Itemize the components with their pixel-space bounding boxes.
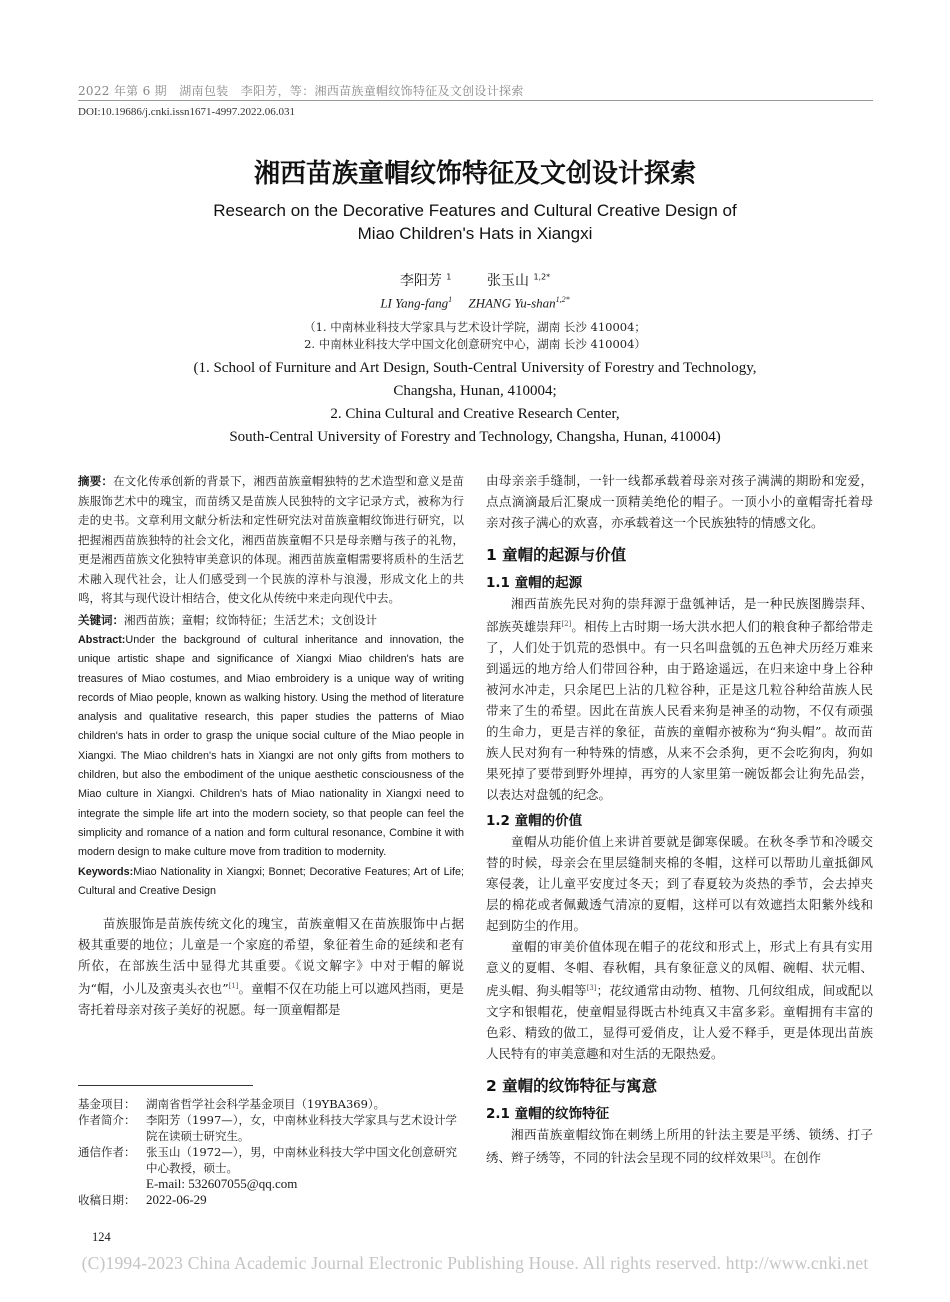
intro-text-b: 。童帽不仅在功能上可以遮风挡雨，更是寄托着母亲对孩子美好的祝愿。每一顶童帽都是: [78, 981, 464, 1018]
footnote-rule: [78, 1085, 253, 1086]
fund-row: [78, 1096, 464, 1112]
copyright-watermark: (C)1994-2023 China Academic Journal Electronic Publishing House. All rights reserved. http://www.cnki.net: [81, 1253, 869, 1273]
abstract-chinese: [78, 472, 464, 609]
author-bio-key: 作者简介：: [78, 1113, 136, 1127]
title-english-line2: Miao Children's Hats in Xiangxi: [357, 224, 593, 243]
right-column: [486, 470, 873, 1168]
section-2-1-heading: 2.1 童帽的纹饰特征: [486, 1106, 610, 1123]
intro-text-a: 苗族服饰是苗族传统文化的瑰宝，苗族童帽又在苗族服饰中占据极其重要的地位；儿童是一个家庭的希望，象征着生命的延续和老有所依，在部族生活中显得尤其重要。《说文解字》中对于帽的解说为“帽，小儿及蛮夷头衣也”: [78, 916, 464, 997]
fund-value: 湖南省哲学社会科学基金项目（19YBA369）。: [146, 1097, 386, 1111]
doi[interactable]: DOI:10.19686/j.cnki.issn1671-4997.2022.06.031: [78, 106, 295, 118]
abstract-english: [78, 631, 464, 863]
value-citation[interactable]: [3]: [586, 984, 597, 993]
intro-paragraph: [78, 913, 464, 1020]
author-2-en-sup: 1,2*: [555, 295, 570, 304]
keywords-cn-label: 关键词：: [78, 612, 124, 627]
section-1-2-heading: 1.2 童帽的价值: [486, 813, 583, 830]
intro-citation[interactable]: [1]: [228, 982, 239, 991]
affiliations-english: [0, 357, 950, 449]
affiliation-en-line2: Changsha, Hunan, 410004;: [393, 383, 557, 399]
title-english-line1: Research on the Decorative Features and Cultural Creative Design of: [213, 201, 737, 220]
origin-text-a: 湘西苗族先民对狗的崇拜源于盘瓠神话，是一种民族图腾崇拜、部族英雄崇拜: [486, 596, 873, 635]
corresponding-key: 通信作者：: [78, 1145, 136, 1159]
abstract-cn-label: 摘要：: [78, 474, 114, 488]
keywords-en-text: Miao Nationality in Xiangxi; Bonnet; Decorative Features; Art of Life; Cultural and Creative Design: [78, 865, 464, 897]
corresponding-row: [78, 1144, 464, 1192]
corresponding-text: 张玉山（1972—），男，中南林业科技大学中国文化创意研究中心教授，硕士。: [146, 1145, 458, 1175]
author-bio-row: [78, 1112, 464, 1144]
pattern-citation[interactable]: [3]: [761, 1151, 771, 1160]
received-key: 收稿日期：: [78, 1193, 136, 1207]
section-1-heading: 1 童帽的起源与价值: [486, 546, 627, 564]
intro-continuation: 由母亲亲手缝制，一针一线都承载着母亲对孩子满满的期盼和宠爱，点点滴滴最后汇聚成一顶精美绝伦的帽子。一顶小小的童帽寄托着母亲对孩子满心的欢喜，亦承载着这一个民族独特的情感文化。: [486, 473, 873, 530]
author-1-cn-sup: 1: [446, 272, 452, 282]
affiliation-en-line4: South-Central University of Forestry and Technology, Changsha, Hunan, 410004): [229, 429, 721, 445]
header-rule: [78, 100, 873, 101]
section-2-heading: 2 童帽的纹饰特征与寓意: [486, 1077, 658, 1096]
affiliations-chinese: [0, 319, 950, 353]
origin-citation[interactable]: [2]: [561, 620, 572, 628]
left-column: [78, 472, 464, 1020]
origin-paragraph: [486, 593, 873, 805]
received-row: [78, 1192, 464, 1208]
running-head: 2022 年第 6 期 湖南包装 李阳芳，等：湘西苗族童帽纹饰特征及文创设计探索: [78, 84, 524, 98]
section-1-1-heading: 1.1 童帽的起源: [486, 575, 583, 591]
abstract-cn-text: 在文化传承创新的背景下，湘西苗族童帽独特的艺术造型和意义是苗族服饰艺术中的瑰宝，而苗绣又是苗族人民独特的文字记录方式，被称为行走的史书。文章利用文献分析法和定性研究法对苗族童帽纹饰进行研究，以把握湘西苗族独特的社会文化，湘西苗族童帽不只是母亲赠与孩子的礼物，更是湘西苗族文化独特审美意识的体现。湘西苗族童帽需要将质朴的生活艺术融入现代社会，让人们感受到一个民族的淳朴与浪漫，形成文化上的共鸣，将其与现代设计相结合，使文化从传统中来走向现代中去。: [78, 474, 464, 605]
keywords-cn-text: 湘西苗族；童帽；纹饰特征；生活艺术；文创设计: [124, 612, 377, 627]
title-english: [130, 199, 820, 245]
title-chinese: 湘西苗族童帽纹饰特征及文创设计探索: [253, 159, 696, 189]
pattern-text-b: 。在创作: [770, 1150, 821, 1166]
keywords-chinese: [78, 611, 464, 631]
author-1-en-sup: 1: [448, 295, 453, 304]
pattern-paragraph: [486, 1124, 873, 1168]
keywords-english: [78, 863, 464, 902]
fund-key: 基金项目：: [78, 1097, 136, 1111]
author-1-en: LI Yang-fang: [380, 295, 449, 311]
author-1-cn: 李阳芳: [399, 273, 442, 289]
email[interactable]: E-mail: 532607055@qq.com: [146, 1176, 298, 1191]
corresponding-value: [146, 1144, 464, 1192]
keywords-en-label: Keywords:: [78, 865, 134, 878]
value-paragraph-2: [486, 936, 873, 1064]
abstract-en-text: Under the background of cultural inheritance and innovation, the unique artistic shape and significance of Xiangxi Miao children's hats are treasures of Miao costumes, and Miao embroidery is a unique way of writing records of Miao people, known as walking history. Using the method of literature analysis and qualitative research, this paper studies the patterns of Miao children's hats in order to grasp the unique social culture of the Miao people in Xiangxi. The Miao children's hats in Xiangxi are not only gifts from mothers to children, but also the embodiment of the unique aesthetic consciousness of the Miao culture in Xiangxi. Children's hats of Miao nationality in Xiangxi need to integrate the simple life art into the modern society, so that people can feel the simplicity and romance of a nation and form cultural resonance, Combine it with modern design to make culture move from tradition to modernity.: [78, 634, 464, 859]
author-2-en: ZHANG Yu-shan: [468, 295, 556, 311]
pattern-text-a: 湘西苗族童帽纹饰在刺绣上所用的针法主要是平绣、锁绣、打子绣、辫子绣等，不同的针法会呈现不同的纹样效果: [486, 1127, 873, 1166]
origin-text-b: 。相传上古时期一场大洪水把人们的粮食种子都给带走了，人们处于饥荒的恐惧中。有一只名叫盘瓠的五色神犬历经万难来到遥远的地方给人们带回谷种，由于路途遥远，在归来途中身上谷种被河水冲走，只余尾巴上沾的几粒谷种，正是这几粒谷种给苗族人民带来了生的希望。因此在苗族人民看来狗是神圣的动物，不仅有顽强的生命力，更是吉祥的象征，苗族的童帽亦被称为“狗头帽”。故而苗族人民对狗有一种特殊的情感，从来不会杀狗，更不会吃狗肉，狗如果死掉了要带到野外埋掉，再穷的人家里第一碗饭都会让狗先品尝，以表达对盘瓠的纪念。: [486, 619, 873, 803]
author-bio-value: 李阳芳（1997—），女，中南林业科技大学家具与艺术设计学院在读硕士研究生。: [146, 1113, 458, 1143]
authors-english: [0, 295, 950, 311]
affiliation-cn-line2: 2. 中南林业科技大学中国文化创意研究中心，湖南 长沙 410004）: [304, 337, 646, 351]
abstract-en-label: Abstract:: [78, 634, 126, 646]
footnote-block: [78, 1096, 464, 1208]
authors-chinese: [0, 270, 950, 290]
value-text-a: 童帽的审美价值体现在帽子的花纹和形式上，形式上有具有实用意义的夏帽、冬帽、春秋帽，具有象征意义的凤帽、碗帽、状元帽、虎头帽、狗头帽等: [486, 939, 873, 999]
received-value: 2022-06-29: [146, 1192, 207, 1207]
value-paragraph-1: 童帽从功能价值上来讲首要就是御寒保暖。在秋冬季节和冷暖交替的时候，母亲会在里层缝制夹棉的冬帽，这样可以帮助儿童抵御风寒侵袭，让儿童平安度过冬天；到了春夏较为炎热的季节，会去掉夹层的棉花或者佩戴透气清凉的夏帽，这样可以有效遮挡太阳紫外线和起到防尘的作用。: [486, 834, 873, 934]
author-2-cn-sup: 1,2*: [533, 272, 551, 282]
affiliation-en-line1: (1. School of Furniture and Art Design, South-Central University of Forestry and Technology,: [193, 360, 757, 376]
page-number: 124: [92, 1230, 111, 1244]
value-text-b: ；花纹通常由动物、植物、几何纹组成，间或配以文字和银帽花，使童帽显得既古朴纯真又丰富多彩。童帽拥有丰富的色彩、精致的做工，显得可爱俏皮，让人爱不释手，更是体现出苗族人民特有的审美意趣和对生活的无限热爱。: [486, 983, 873, 1062]
affiliation-cn-line1: （1. 中南林业科技大学家具与艺术设计学院，湖南 长沙 410004；: [304, 320, 646, 334]
author-2-cn: 张玉山: [486, 273, 529, 289]
affiliation-en-line3: 2. China Cultural and Creative Research Center,: [330, 406, 620, 422]
